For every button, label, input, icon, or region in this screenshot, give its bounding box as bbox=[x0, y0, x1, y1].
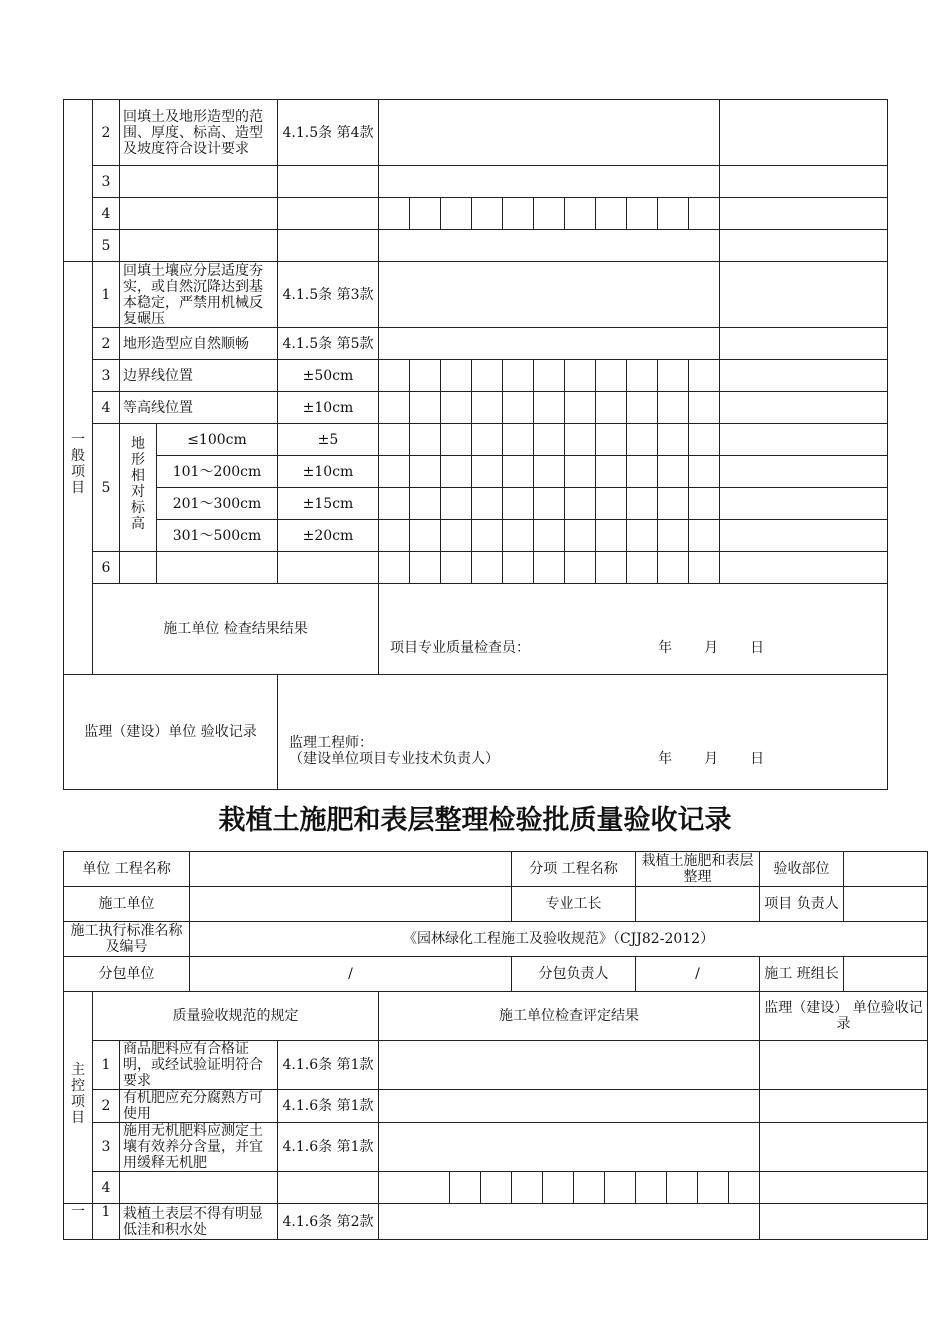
supervisor-cell[interactable] bbox=[720, 328, 888, 360]
row-number: 3 bbox=[93, 1123, 120, 1172]
foreman-value[interactable] bbox=[636, 887, 760, 922]
spec-text bbox=[120, 198, 278, 230]
grid-cell[interactable] bbox=[379, 198, 410, 230]
spec-reference: 4.1.5条 第4款 bbox=[278, 100, 379, 166]
grid-cell[interactable] bbox=[441, 456, 472, 488]
quality-inspector-label: 项目专业质量检查员： bbox=[390, 640, 530, 656]
spec-reference: 4.1.6条 第1款 bbox=[278, 1090, 379, 1123]
grid-cell[interactable] bbox=[658, 488, 689, 520]
spec-reference: 4.1.5条 第3款 bbox=[278, 262, 379, 328]
supervisor-cell[interactable] bbox=[760, 1204, 928, 1240]
grid-cell[interactable] bbox=[472, 392, 503, 424]
contractor-label: 施工单位 bbox=[64, 887, 190, 922]
grid-cell[interactable] bbox=[512, 1172, 543, 1204]
grid-cell[interactable] bbox=[596, 456, 627, 488]
grid-cell[interactable] bbox=[503, 392, 534, 424]
supervisor-cell[interactable] bbox=[720, 392, 888, 424]
grid-cell[interactable] bbox=[565, 488, 596, 520]
grid-cell[interactable] bbox=[379, 456, 410, 488]
tolerance: ±5 bbox=[278, 424, 379, 456]
result-cell[interactable] bbox=[379, 230, 720, 262]
spec-text: 施用无机肥料应测定土壤有效养分含量，并宜用缓释无机肥 bbox=[120, 1123, 278, 1172]
result-cell[interactable] bbox=[379, 100, 720, 166]
spec-text: 回填土及地形造型的范围、厚度、标高、造型及坡度符合设计要求 bbox=[120, 100, 278, 166]
grid-cell[interactable] bbox=[503, 198, 534, 230]
grid-cell[interactable] bbox=[543, 1172, 574, 1204]
spec-text bbox=[120, 1172, 278, 1204]
spec-text: 有机肥应充分腐熟方可使用 bbox=[120, 1090, 278, 1123]
row-number: 4 bbox=[93, 198, 120, 230]
sign-date: 年 月 日 bbox=[658, 640, 765, 656]
supervisor-cell[interactable] bbox=[720, 456, 888, 488]
project-lead-value[interactable] bbox=[844, 887, 928, 922]
supervisor-cell[interactable] bbox=[760, 1090, 928, 1123]
grid-cell[interactable] bbox=[441, 198, 472, 230]
row-number: 5 bbox=[93, 230, 120, 262]
result-cell[interactable] bbox=[379, 1204, 760, 1240]
blank-cell bbox=[157, 552, 278, 584]
grid-cell[interactable] bbox=[503, 520, 534, 552]
grid-cell[interactable] bbox=[636, 1172, 667, 1204]
owner-tech-lead-label: （建设单位项目专业技术负责人） bbox=[289, 751, 499, 767]
grid-cell[interactable] bbox=[503, 488, 534, 520]
grid-cell[interactable] bbox=[689, 198, 720, 230]
row-number: 4 bbox=[93, 392, 120, 424]
supervisor-record-header: 监理（建设） 单位验收记录 bbox=[760, 992, 928, 1041]
prev-group-cell bbox=[64, 100, 93, 262]
team-leader-value[interactable] bbox=[844, 957, 928, 992]
contractor-result-header: 施工单位检查评定结果 bbox=[379, 992, 760, 1041]
grid-cell[interactable] bbox=[534, 198, 565, 230]
sign-date: 年 月 日 bbox=[658, 751, 765, 767]
grid-cell[interactable] bbox=[689, 488, 720, 520]
subcontractor-label: 分包单位 bbox=[64, 957, 190, 992]
spec-reference: 4.1.6条 第1款 bbox=[278, 1041, 379, 1090]
grid-cell[interactable] bbox=[605, 1172, 636, 1204]
general-items-label: 一 bbox=[64, 1204, 93, 1240]
grid-cell[interactable] bbox=[410, 424, 441, 456]
grid-cell[interactable] bbox=[503, 456, 534, 488]
grid-cell[interactable] bbox=[534, 552, 565, 584]
grid-cell[interactable] bbox=[689, 520, 720, 552]
row-number: 3 bbox=[93, 360, 120, 392]
subcontract-lead-value: / bbox=[636, 957, 760, 992]
grid-cell[interactable] bbox=[627, 520, 658, 552]
acceptance-part-label: 验收部位 bbox=[760, 852, 844, 887]
tolerance: ±15cm bbox=[278, 488, 379, 520]
row-number: 2 bbox=[93, 100, 120, 166]
contractor-check-label: 施工单位 检查结果结果 bbox=[93, 584, 379, 675]
grid-cell[interactable] bbox=[689, 392, 720, 424]
contractor-value[interactable] bbox=[190, 887, 512, 922]
acceptance-part-value[interactable] bbox=[844, 852, 928, 887]
tolerance: ±10cm bbox=[278, 456, 379, 488]
grid-cell[interactable] bbox=[534, 392, 565, 424]
spec-reference: 4.1.5条 第5款 bbox=[278, 328, 379, 360]
result-cell[interactable] bbox=[379, 1123, 760, 1172]
row-number: 3 bbox=[93, 166, 120, 198]
grid-cell[interactable] bbox=[565, 456, 596, 488]
grid-cell[interactable] bbox=[379, 488, 410, 520]
standard-value: 《园林绿化工程施工及验收规范》（CJJ82-2012） bbox=[190, 922, 928, 957]
elevation-range: ≤100cm bbox=[157, 424, 278, 456]
grid-cell[interactable] bbox=[689, 360, 720, 392]
grid-cell[interactable] bbox=[379, 1172, 450, 1204]
result-cell[interactable] bbox=[379, 166, 720, 198]
unit-project-label: 单位 工程名称 bbox=[64, 852, 190, 887]
row-number: 1 bbox=[93, 1204, 120, 1240]
grid-cell[interactable] bbox=[410, 360, 441, 392]
supervisor-cell[interactable] bbox=[720, 230, 888, 262]
grid-cell[interactable] bbox=[410, 456, 441, 488]
result-cell[interactable] bbox=[379, 1090, 760, 1123]
grid-cell[interactable] bbox=[481, 1172, 512, 1204]
supervisor-cell[interactable] bbox=[720, 520, 888, 552]
supervisor-acceptance-label: 监理（建设）单位 验收记录 bbox=[64, 675, 278, 790]
elevation-range: 201～300cm bbox=[157, 488, 278, 520]
grid-cell[interactable] bbox=[379, 520, 410, 552]
spec-text: 栽植土表层不得有明显低洼和积水处 bbox=[120, 1204, 278, 1240]
spec-reference bbox=[278, 166, 379, 198]
grid-cell[interactable] bbox=[534, 360, 565, 392]
elevation-range: 101～200cm bbox=[157, 456, 278, 488]
spec-text: 边界线位置 bbox=[120, 360, 278, 392]
grid-cell[interactable] bbox=[596, 392, 627, 424]
grid-cell[interactable] bbox=[627, 424, 658, 456]
grid-cell[interactable] bbox=[596, 488, 627, 520]
row-number: 1 bbox=[93, 1041, 120, 1090]
grid-cell[interactable] bbox=[534, 488, 565, 520]
grid-cell[interactable] bbox=[503, 360, 534, 392]
grid-cell[interactable] bbox=[410, 488, 441, 520]
grid-cell[interactable] bbox=[627, 552, 658, 584]
foreman-label: 专业工长 bbox=[512, 887, 636, 922]
spec-text: 商品肥料应有合格证明，或经试验证明符合要求 bbox=[120, 1041, 278, 1090]
grid-cell[interactable] bbox=[472, 456, 503, 488]
contractor-check-area[interactable] bbox=[379, 584, 888, 675]
grid-cell[interactable] bbox=[627, 360, 658, 392]
tolerance: ±50cm bbox=[278, 360, 379, 392]
supervisor-cell[interactable] bbox=[760, 1123, 928, 1172]
grid-cell[interactable] bbox=[574, 1172, 605, 1204]
subcontractor-value: / bbox=[190, 957, 512, 992]
grid-cell[interactable] bbox=[596, 424, 627, 456]
supervisor-cell[interactable] bbox=[760, 1172, 928, 1204]
tolerance: ±10cm bbox=[278, 392, 379, 424]
grid-cell[interactable] bbox=[565, 392, 596, 424]
grid-cell[interactable] bbox=[667, 1172, 698, 1204]
grid-cell[interactable] bbox=[379, 392, 410, 424]
grid-cell[interactable] bbox=[627, 456, 658, 488]
row-number: 1 bbox=[93, 262, 120, 328]
grid-cell[interactable] bbox=[472, 360, 503, 392]
spec-header: 质量验收规范的规定 bbox=[93, 992, 379, 1041]
grid-cell[interactable] bbox=[658, 360, 689, 392]
supervising-engineer-label: 监理工程师： bbox=[289, 735, 373, 751]
sub-project-value: 栽植土施肥和表层整理 bbox=[636, 852, 760, 887]
grid-cell[interactable] bbox=[689, 456, 720, 488]
supervisor-cell[interactable] bbox=[720, 552, 888, 584]
supervisor-cell[interactable] bbox=[720, 198, 888, 230]
grid-cell[interactable] bbox=[658, 520, 689, 552]
grid-cell[interactable] bbox=[410, 198, 441, 230]
grid-cell[interactable] bbox=[441, 392, 472, 424]
grid-cell[interactable] bbox=[379, 360, 410, 392]
grid-cell[interactable] bbox=[503, 424, 534, 456]
grid-cell[interactable] bbox=[627, 198, 658, 230]
spec-text bbox=[120, 230, 278, 262]
grid-cell[interactable] bbox=[698, 1172, 729, 1204]
grid-cell[interactable] bbox=[441, 552, 472, 584]
team-leader-label: 施工 班组长 bbox=[760, 957, 844, 992]
supervisor-cell[interactable] bbox=[720, 360, 888, 392]
row-number: 2 bbox=[93, 1090, 120, 1123]
spec-reference bbox=[278, 230, 379, 262]
row-number: 6 bbox=[93, 552, 120, 584]
supervisor-cell[interactable] bbox=[760, 1041, 928, 1090]
row-number: 5 bbox=[93, 424, 120, 552]
grid-cell[interactable] bbox=[658, 456, 689, 488]
grid-cell[interactable] bbox=[627, 392, 658, 424]
grid-cell[interactable] bbox=[379, 424, 410, 456]
grid-cell[interactable] bbox=[565, 360, 596, 392]
spec-text: 等高线位置 bbox=[120, 392, 278, 424]
grid-cell[interactable] bbox=[534, 520, 565, 552]
grid-cell[interactable] bbox=[565, 424, 596, 456]
row-number: 4 bbox=[93, 1172, 120, 1204]
grid-cell[interactable] bbox=[565, 198, 596, 230]
grid-cell[interactable] bbox=[441, 360, 472, 392]
spec-text bbox=[120, 166, 278, 198]
grid-cell[interactable] bbox=[410, 392, 441, 424]
relative-elevation-label: 地形相对标高 bbox=[120, 424, 157, 552]
grid-cell[interactable] bbox=[441, 488, 472, 520]
grid-cell[interactable] bbox=[450, 1172, 481, 1204]
main-control-items-label: 主控项目 bbox=[64, 992, 93, 1204]
supervisor-cell[interactable] bbox=[720, 166, 888, 198]
spec-reference bbox=[278, 1172, 379, 1204]
grid-cell[interactable] bbox=[729, 1172, 760, 1204]
spec-reference bbox=[278, 198, 379, 230]
grid-cell[interactable] bbox=[441, 424, 472, 456]
grid-cell[interactable] bbox=[658, 552, 689, 584]
grid-cell[interactable] bbox=[596, 198, 627, 230]
grid-cell[interactable] bbox=[441, 520, 472, 552]
grid-cell[interactable] bbox=[503, 552, 534, 584]
fertilization-record-table bbox=[63, 851, 928, 1240]
grid-cell[interactable] bbox=[472, 424, 503, 456]
grid-cell[interactable] bbox=[472, 488, 503, 520]
tolerance bbox=[278, 552, 379, 584]
supervisor-cell[interactable] bbox=[720, 262, 888, 328]
grid-cell[interactable] bbox=[472, 198, 503, 230]
grid-cell[interactable] bbox=[596, 552, 627, 584]
supervisor-cell[interactable] bbox=[720, 100, 888, 166]
spec-text: 地形造型应自然顺畅 bbox=[120, 328, 278, 360]
grid-cell[interactable] bbox=[410, 552, 441, 584]
grid-cell[interactable] bbox=[627, 488, 658, 520]
result-cell[interactable] bbox=[379, 1041, 760, 1090]
grid-cell[interactable] bbox=[596, 360, 627, 392]
grid-cell[interactable] bbox=[658, 198, 689, 230]
grid-cell[interactable] bbox=[534, 424, 565, 456]
grid-cell[interactable] bbox=[565, 520, 596, 552]
spec-text: 回填土壤应分层适度夯实，或自然沉降达到基本稳定，严禁用机械反复碾压 bbox=[120, 262, 278, 328]
grid-cell[interactable] bbox=[410, 520, 441, 552]
elevation-range: 301～500cm bbox=[157, 520, 278, 552]
grid-cell[interactable] bbox=[565, 552, 596, 584]
result-cell[interactable] bbox=[379, 262, 720, 328]
sub-project-label: 分项 工程名称 bbox=[512, 852, 636, 887]
supervisor-cell[interactable] bbox=[720, 488, 888, 520]
grid-cell[interactable] bbox=[689, 552, 720, 584]
grid-cell[interactable] bbox=[689, 424, 720, 456]
standard-label: 施工执行标准名称及编号 bbox=[64, 922, 190, 957]
supervisor-cell[interactable] bbox=[720, 424, 888, 456]
subcontract-lead-label: 分包负责人 bbox=[512, 957, 636, 992]
supervisor-acceptance-area[interactable] bbox=[278, 675, 888, 790]
row-number: 2 bbox=[93, 328, 120, 360]
spec-reference: 4.1.6条 第1款 bbox=[278, 1123, 379, 1172]
grid-cell[interactable] bbox=[596, 520, 627, 552]
unit-project-value[interactable] bbox=[190, 852, 512, 887]
grid-cell[interactable] bbox=[472, 552, 503, 584]
spec-reference: 4.1.6条 第2款 bbox=[278, 1204, 379, 1240]
grid-cell[interactable] bbox=[658, 392, 689, 424]
upper-inspection-table bbox=[63, 99, 888, 790]
general-items-label: 一般项目 bbox=[64, 262, 93, 675]
record-title: 栽植土施肥和表层整理检验批质量验收记录 bbox=[218, 805, 732, 836]
blank-cell bbox=[120, 552, 157, 584]
grid-cell[interactable] bbox=[472, 520, 503, 552]
grid-cell[interactable] bbox=[379, 552, 410, 584]
result-cell[interactable] bbox=[379, 328, 720, 360]
tolerance: ±20cm bbox=[278, 520, 379, 552]
grid-cell[interactable] bbox=[534, 456, 565, 488]
project-lead-label: 项目 负责人 bbox=[760, 887, 844, 922]
grid-cell[interactable] bbox=[658, 424, 689, 456]
